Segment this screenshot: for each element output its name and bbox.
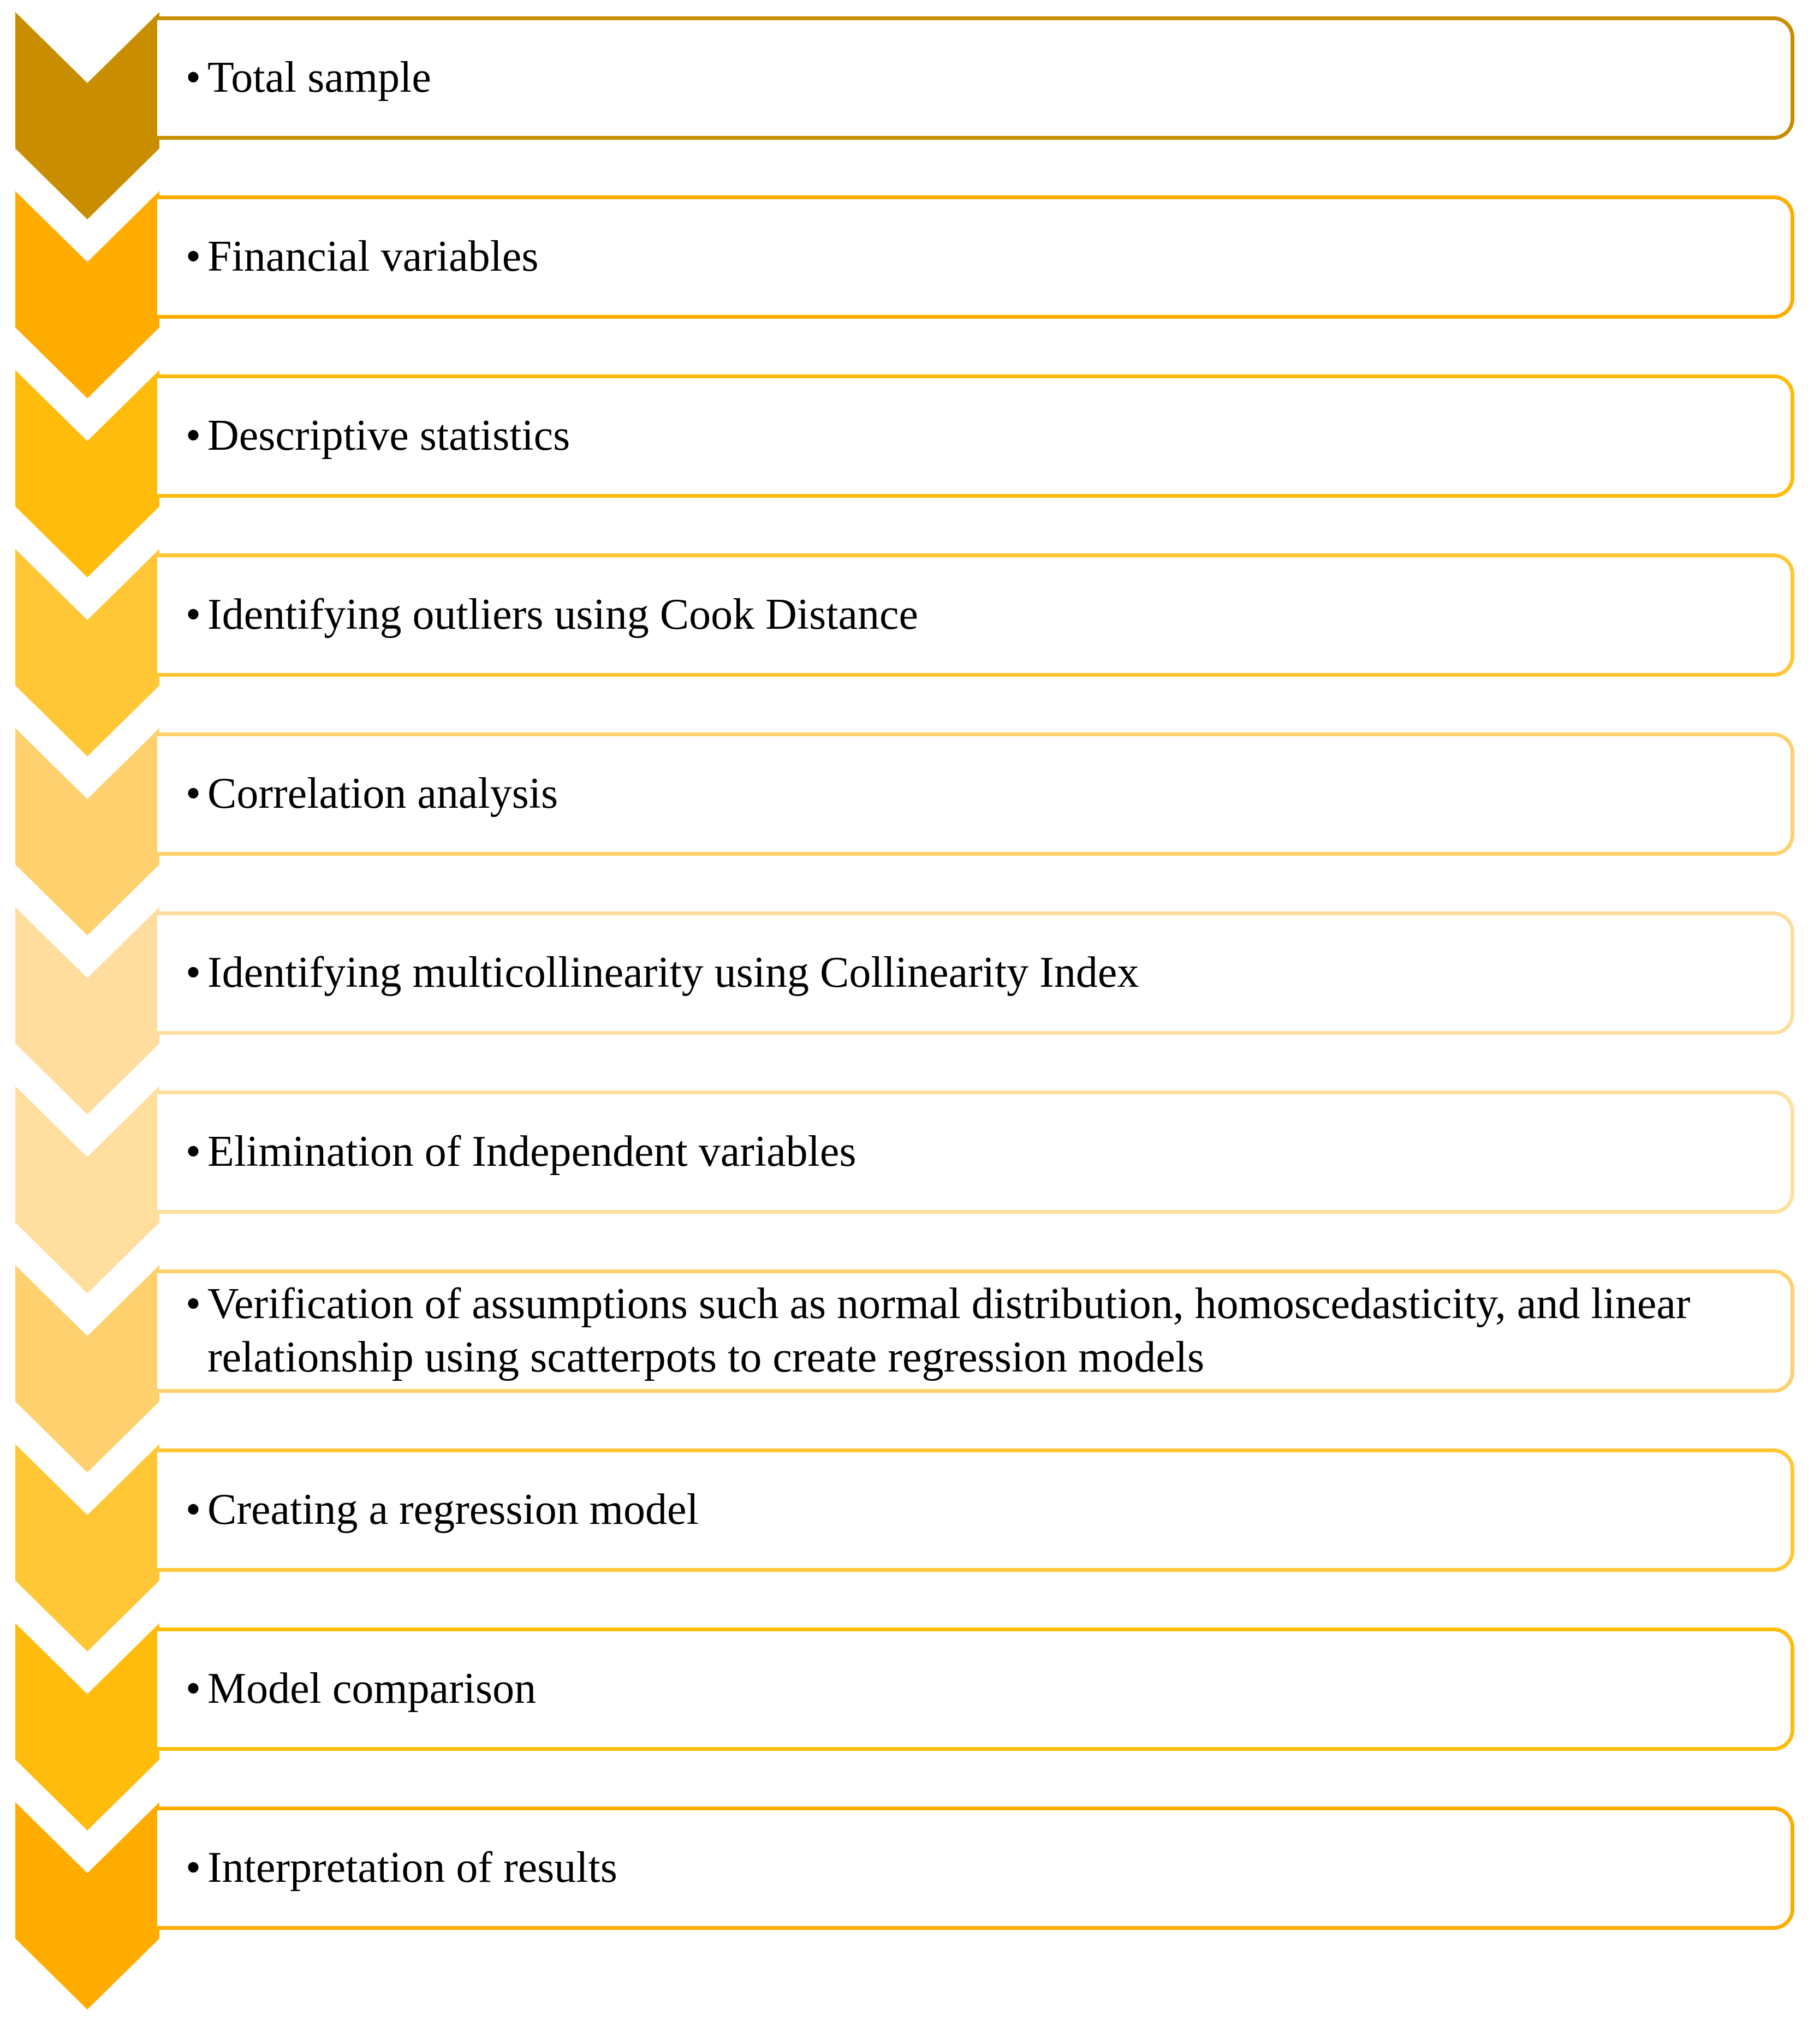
chevron-arrow <box>15 370 159 577</box>
step-box <box>157 1090 1794 1214</box>
chevron-arrow <box>15 728 159 935</box>
chevron-arrow <box>15 1265 159 1472</box>
step-box <box>157 553 1794 677</box>
step-label: • Correlation analysis <box>186 767 558 821</box>
step-box <box>157 1269 1794 1393</box>
step-label: • Creating a regression model <box>186 1483 699 1537</box>
chevron-arrow <box>15 1623 159 1831</box>
step-label: • Total sample <box>186 51 431 105</box>
step-box <box>157 1807 1794 1930</box>
step-box <box>157 911 1794 1035</box>
chevron-arrow <box>15 1086 159 1293</box>
chevron-arrow <box>15 1444 159 1652</box>
step-box <box>157 195 1794 319</box>
step-label: • Identifying multicollinearity using Collinearity Index <box>186 946 1139 1000</box>
step-total-sample <box>0 12 1820 191</box>
step-box <box>157 1448 1794 1572</box>
step-descriptive-statistics <box>0 370 1820 549</box>
step-identifying-outliers <box>0 549 1820 728</box>
step-correlation-analysis <box>0 728 1820 907</box>
step-label: • Model comparison <box>186 1662 536 1716</box>
step-label: • Financial variables <box>186 230 538 284</box>
step-model-comparison <box>0 1623 1820 1802</box>
chevron-arrow <box>15 1802 159 2010</box>
step-label: • Identifying outliers using Cook Distance <box>186 588 918 642</box>
step-creating-regression-model <box>0 1444 1820 1623</box>
step-label: • Interpretation of results <box>186 1841 617 1895</box>
chevron-arrow <box>15 191 159 398</box>
step-box <box>157 16 1794 140</box>
step-label: • Descriptive statistics <box>186 409 570 463</box>
step-interpretation-of-results <box>0 1802 1820 1981</box>
chevron-arrow <box>15 549 159 756</box>
step-elimination-of-independent-variables <box>0 1086 1820 1265</box>
step-label: • Verification of assumptions such as normal distribution, homoscedasticity, and linear relationship using scatterpots to create regression models <box>186 1278 1758 1384</box>
step-box <box>157 1627 1794 1751</box>
step-verification-of-assumptions <box>0 1265 1820 1444</box>
chevron-arrow <box>15 12 159 219</box>
step-box <box>157 374 1794 498</box>
chevron-arrow <box>15 907 159 1114</box>
step-financial-variables <box>0 191 1820 370</box>
step-label: • Elimination of Independent variables <box>186 1125 857 1179</box>
step-box <box>157 732 1794 856</box>
step-identifying-multicollinearity <box>0 907 1820 1086</box>
